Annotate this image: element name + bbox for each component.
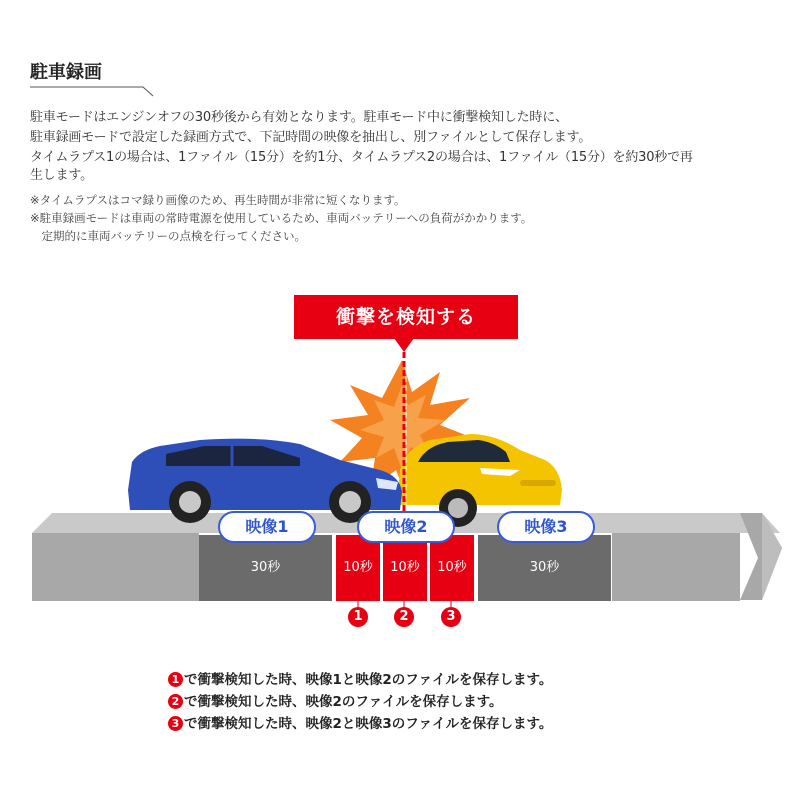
clip-3-label: 映像3: [497, 511, 595, 543]
legend-item-3: [168, 712, 552, 732]
marker-2: 2: [394, 607, 414, 627]
description-line-2: 駐車録画モードで設定した録画方式で、下記時間の映像を抽出し、別ファイルとして保存します。: [30, 130, 592, 145]
segment-3-label: 10秒: [390, 560, 420, 575]
legend-3-text: で衝撃検知した時、映像2と映像3のファイルを保存します。: [184, 716, 553, 732]
note-line-2: ※駐車録画モードは車両の常時電源を使用しているため、車両バッテリーへの負荷がかかります。: [30, 211, 533, 225]
description-line-4: 生します。: [30, 168, 93, 183]
legend-2-number: 2: [168, 694, 183, 709]
legend-1-text: で衝撃検知した時、映像1と映像2のファイルを保存します。: [184, 672, 553, 688]
legend-item-2: [168, 690, 503, 710]
description-line-1: 駐車モードはエンジンオフの30秒後から有効となります。駐車モード中に衝撃検知した時に、: [30, 110, 568, 125]
legend-3-number: 3: [168, 716, 183, 731]
legend-1-number: 1: [168, 672, 183, 687]
description-line-3: タイムラプス1の場合は、1ファイル（15分）を約1分、タイムラプス2の場合は、1ファイル（15分）を約30秒で再: [30, 150, 693, 165]
segment-4-label: 10秒: [437, 560, 467, 575]
clip-2-label: 映像2: [357, 511, 455, 543]
marker-3: 3: [441, 607, 461, 627]
note-line-3: 定期的に車両バッテリーの点検を行ってください。: [30, 229, 306, 243]
clip-1-label: 映像1: [218, 511, 316, 543]
segment-2-label: 10秒: [343, 560, 373, 575]
legend-2-text: で衝撃検知した時、映像2のファイルを保存します。: [184, 694, 503, 710]
segment-1-label: 30秒: [250, 560, 281, 575]
impact-detect-callout: 衝撃を検知する: [294, 295, 518, 339]
page-title: 駐車録画: [30, 62, 102, 83]
road-body-left: [32, 533, 199, 601]
road-body-right: [612, 533, 740, 601]
marker-1: 1: [348, 607, 368, 627]
segment-5-label: 30秒: [529, 560, 560, 575]
note-line-1: ※タイムラプスはコマ録り画像のため、再生時間が非常に短くなります。: [30, 193, 406, 207]
callout-pointer: [394, 338, 414, 352]
legend-item-1: [168, 668, 552, 688]
